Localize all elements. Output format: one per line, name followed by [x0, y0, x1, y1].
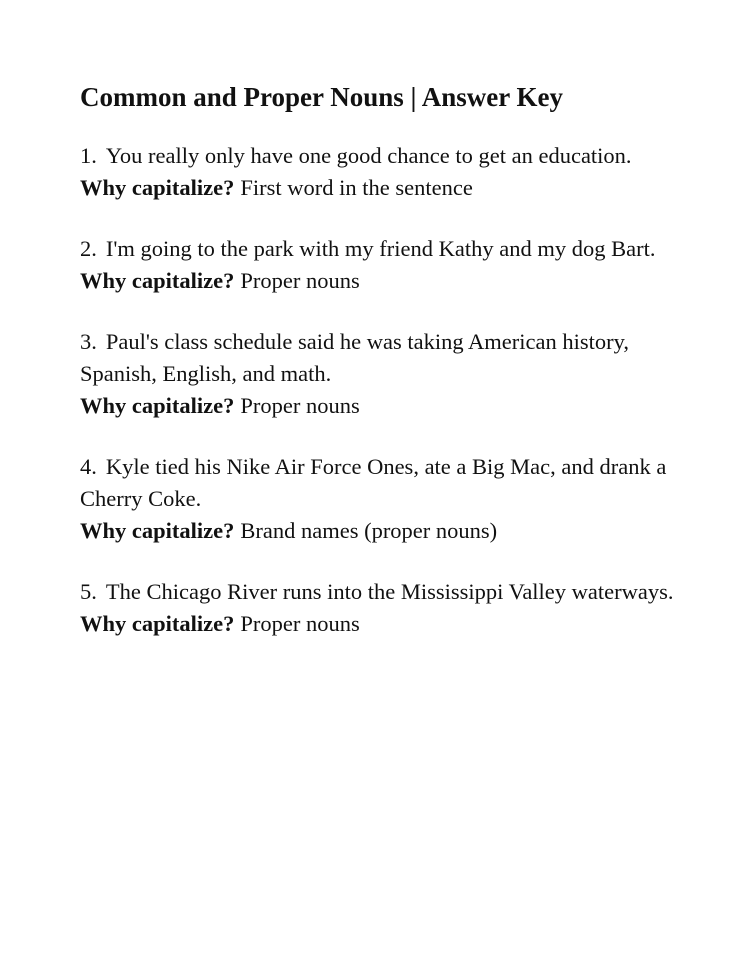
question-number: 3 .: [80, 329, 106, 354]
question-text: [80, 451, 690, 515]
why-capitalize-label: Why capitalize?: [80, 393, 235, 418]
question-text: [80, 233, 690, 265]
answer-line: [80, 515, 690, 547]
answer-line: [80, 265, 690, 297]
question-number: 2 .: [80, 236, 106, 261]
answer-text: Proper nouns: [240, 393, 360, 418]
question-number: 5 .: [80, 579, 106, 604]
question-item-4: [80, 451, 690, 547]
question-text: [80, 326, 690, 390]
why-capitalize-label: Why capitalize?: [80, 268, 235, 293]
answer-text: First word in the sentence: [240, 175, 473, 200]
why-capitalize-label: Why capitalize?: [80, 611, 235, 636]
question-number: 1 .: [80, 143, 106, 168]
question-item-3: [80, 326, 690, 422]
page-title: Common and Proper Nouns | Answer Key: [80, 82, 563, 112]
question-item-2: [80, 233, 690, 297]
question-text: [80, 576, 690, 608]
answer-text: Brand names (proper nouns): [240, 518, 498, 543]
question-item-5: [80, 576, 690, 640]
question-item-1: [80, 140, 690, 204]
question-sentence: You really only have one good chance to get an education.: [105, 143, 632, 168]
answer-line: [80, 608, 690, 640]
question-number: 4 .: [80, 454, 106, 479]
answer-key-content: [80, 80, 690, 669]
why-capitalize-label: Why capitalize?: [80, 518, 235, 543]
question-sentence: I'm going to the park with my friend Kathy and my dog Bart.: [105, 236, 656, 261]
question-sentence: The Chicago River runs into the Mississippi Valley waterways.: [105, 579, 674, 604]
answer-line: [80, 172, 690, 204]
answer-text: Proper nouns: [240, 611, 360, 636]
answer-text: Proper nouns: [240, 268, 360, 293]
question-text: [80, 140, 690, 172]
why-capitalize-label: Why capitalize?: [80, 175, 235, 200]
question-sentence: Kyle tied his Nike Air Force Ones, ate a Big Mac, and drank a Cherry Coke.: [80, 454, 667, 511]
answer-line: [80, 390, 690, 422]
question-sentence: Paul's class schedule said he was taking American history, Spanish, English, and math.: [80, 329, 629, 386]
